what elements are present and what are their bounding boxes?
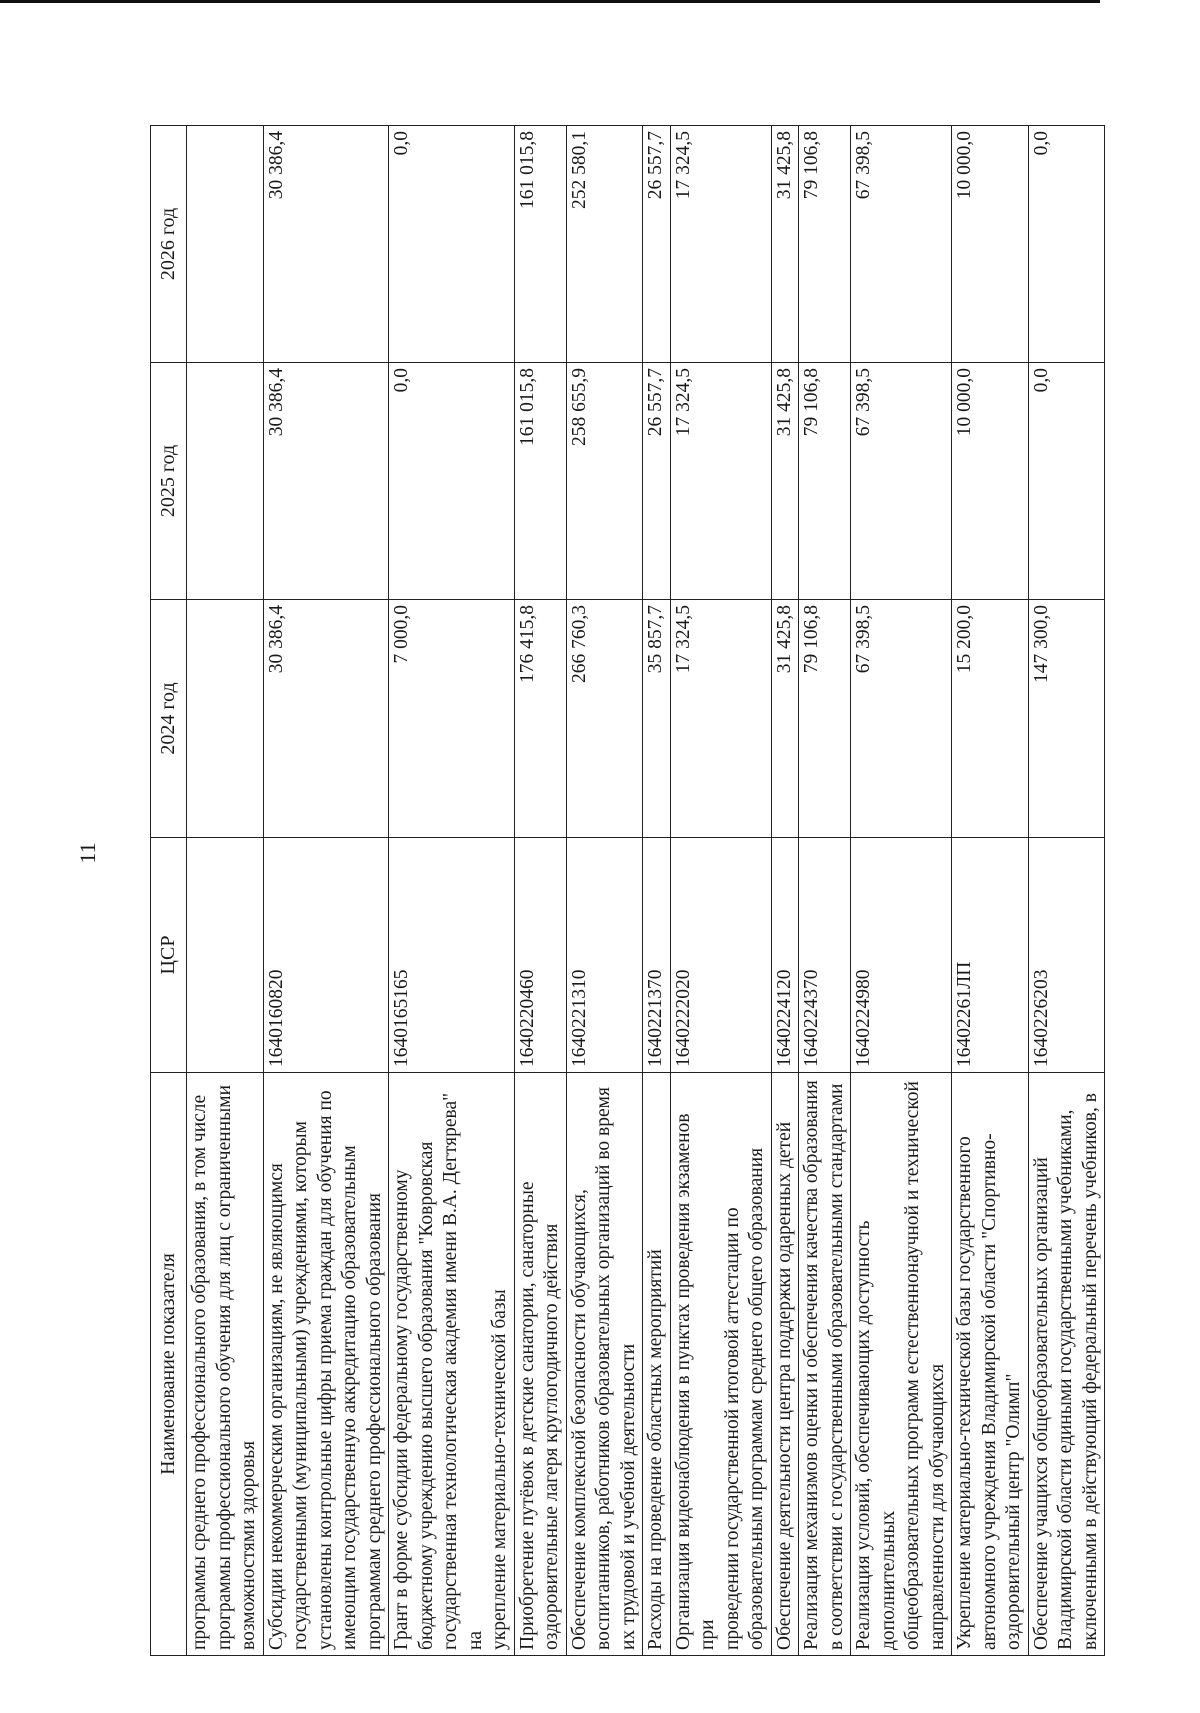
table-row <box>851 126 952 1656</box>
value-2024-cell: 147 300,0 <box>1028 600 1105 838</box>
indicator-name-line: оздоровительные лагеря круглогодичного действия <box>541 1223 562 1650</box>
indicator-name-line: программы профессионального обучения для лиц с ограниченными <box>213 1084 235 1650</box>
value-2025-cell: 67 398,5 <box>851 363 952 600</box>
indicator-name-cell <box>263 1073 389 1656</box>
indicator-name-line: Владимирской области едиными государственными учебниками, <box>1055 1109 1076 1650</box>
csr-code-cell: 1640221370 <box>643 838 671 1073</box>
indicator-name-cell <box>799 1073 851 1656</box>
value-2026-cell: 30 386,4 <box>263 126 389 363</box>
value-2026-cell: 79 106,8 <box>799 126 851 363</box>
value-2026-cell: 252 580,1 <box>566 126 643 363</box>
indicator-name-cell <box>952 1073 1029 1656</box>
value-2026-cell: 31 425,8 <box>771 126 799 363</box>
header-2025: 2025 год <box>151 363 187 600</box>
indicator-name-cell <box>389 1073 515 1656</box>
rotated-table-wrapper <box>150 126 1101 1656</box>
table-row <box>389 126 515 1656</box>
indicator-name-cell <box>1028 1073 1105 1656</box>
csr-code-cell: 1640220460 <box>514 838 566 1073</box>
indicator-name-line: Организация видеонаблюдения в пунктах проведения экзаменов при <box>672 1113 718 1650</box>
budget-table <box>150 125 1105 1656</box>
table-row <box>566 126 643 1656</box>
value-2026-cell: 161 015,8 <box>514 126 566 363</box>
csr-code-cell: 1640160820 <box>263 838 389 1073</box>
table-row <box>263 126 389 1656</box>
indicator-name-line: Реализация условий, обеспечивающих доступность дополнительных <box>853 1220 899 1650</box>
value-2024-cell: 176 415,8 <box>514 600 566 838</box>
value-2025-cell: 161 015,8 <box>514 363 566 600</box>
csr-code-cell: 1640165165 <box>389 838 515 1073</box>
csr-code-cell: 16402261ЛП <box>952 838 1029 1073</box>
csr-code-cell: 1640221310 <box>566 838 643 1073</box>
indicator-name-cell <box>566 1073 643 1656</box>
indicator-name-line: государственная технологическая академия имени В.А. Дегтярева" на <box>440 1092 486 1650</box>
indicator-name-line: включенными в действующий федеральный перечень учебников, в <box>1079 1093 1101 1650</box>
indicator-name-line: программам среднего профессионального образования <box>363 1193 385 1650</box>
table-row <box>643 126 671 1656</box>
value-2025-cell: 0,0 <box>389 363 515 600</box>
value-2025-cell: 31 425,8 <box>771 363 799 600</box>
indicator-name-line: в соответствии с государственными образовательными стандартами <box>825 1083 847 1650</box>
indicator-name-line: автономного учреждения Владимирской области "Спортивно- <box>978 1133 1000 1650</box>
indicator-name-line: их трудовой и учебной деятельности <box>617 1343 639 1650</box>
value-2024-cell: 15 200,0 <box>952 600 1029 838</box>
csr-code-cell: 1640224980 <box>851 838 952 1073</box>
table-row <box>1028 126 1105 1656</box>
value-2026-cell: 67 398,5 <box>851 126 952 363</box>
indicator-name-line: общеобразовательных программ естественнонаучной и технической <box>902 1081 923 1650</box>
indicator-name-line: Обеспечение деятельности центра поддержки одаренных детей <box>773 1121 795 1650</box>
value-2026-cell: 10 000,0 <box>952 126 1029 363</box>
value-2026-cell: 17 324,5 <box>670 126 771 363</box>
indicator-name-line: Обеспечение комплексной безопасности обучающихся, <box>568 1189 590 1650</box>
header-2024: 2024 год <box>151 600 187 838</box>
value-2024-cell: 31 425,8 <box>771 600 799 838</box>
indicator-name-cell <box>771 1073 799 1656</box>
value-2024-cell: 79 106,8 <box>799 600 851 838</box>
indicator-name-line: установлены контрольные цифры приема граждан для обучения по <box>314 1090 336 1650</box>
csr-code-cell <box>187 838 264 1073</box>
csr-code-cell: 1640224120 <box>771 838 799 1073</box>
header-2026: 2026 год <box>151 126 187 363</box>
indicator-name-cell <box>670 1073 771 1656</box>
indicator-name-cell <box>643 1073 671 1656</box>
value-2026-cell: 0,0 <box>389 126 515 363</box>
indicator-name-line: оздоровительный центр "Олимп" <box>1003 1373 1024 1650</box>
indicator-name-line: Расходы на проведение областных мероприятий <box>645 1249 666 1650</box>
indicator-name-cell <box>851 1073 952 1656</box>
indicator-name-line: имеющим государственную аккредитацию образовательным <box>339 1145 360 1650</box>
indicator-name-line: Укрепление материально-технической базы государственного <box>954 1136 975 1650</box>
value-2025-cell: 26 557,7 <box>643 363 671 600</box>
value-2024-cell: 7 000,0 <box>389 600 515 838</box>
indicator-name-line: воспитанников, работников образовательных организаций во время <box>593 1087 614 1650</box>
indicator-name-cell <box>514 1073 566 1656</box>
value-2025-cell: 0,0 <box>1028 363 1105 600</box>
value-2026-cell: 0,0 <box>1028 126 1105 363</box>
indicator-name-line: Субсидии некоммерческим организациям, не являющимся <box>265 1163 287 1650</box>
table-header-row <box>151 126 187 1656</box>
value-2025-cell <box>187 363 264 600</box>
indicator-name-line: укрепление материально-технической базы <box>489 1289 510 1650</box>
indicator-name-line: государственными (муниципальными) учреждениями, которым <box>290 1121 311 1650</box>
indicator-name-line: Обеспечение учащихся общеобразовательных организаций <box>1030 1157 1052 1650</box>
value-2026-cell <box>187 126 264 363</box>
value-2024-cell: 35 857,7 <box>643 600 671 838</box>
header-name: Наименование показателя <box>151 1073 187 1656</box>
value-2024-cell: 266 760,3 <box>566 600 643 838</box>
value-2024-cell <box>187 600 264 838</box>
value-2024-cell: 30 386,4 <box>263 600 389 838</box>
top-rule <box>0 0 1100 3</box>
indicator-name-line: проведении государственной итоговой аттестации по <box>721 1207 743 1650</box>
csr-code-cell: 1640226203 <box>1028 838 1105 1073</box>
value-2024-cell: 67 398,5 <box>851 600 952 838</box>
page-number: 11 <box>75 842 100 864</box>
value-2025-cell: 10 000,0 <box>952 363 1029 600</box>
table-row <box>952 126 1029 1656</box>
indicator-name-cell <box>187 1073 264 1656</box>
indicator-name-line: Приобретение путёвок в детские санатории, санаторные <box>516 1181 538 1650</box>
table-row <box>514 126 566 1656</box>
indicator-name-line: программы среднего профессионального образования, в том числе <box>189 1094 210 1650</box>
table-row <box>187 126 264 1656</box>
indicator-name-line: Реализация механизмов оценки и обеспечения качества образования <box>801 1080 822 1650</box>
header-code: ЦСР <box>151 838 187 1073</box>
indicator-name-line: Грант в форме субсидии федеральному государственному <box>391 1169 412 1650</box>
indicator-name-line: возможностями здоровья <box>238 1440 259 1650</box>
table-row <box>799 126 851 1656</box>
table-row <box>771 126 799 1656</box>
value-2026-cell: 26 557,7 <box>643 126 671 363</box>
value-2025-cell: 17 324,5 <box>670 363 771 600</box>
csr-code-cell: 1640222020 <box>670 838 771 1073</box>
table-body <box>187 126 1105 1656</box>
csr-code-cell: 1640224370 <box>799 838 851 1073</box>
indicator-name-line: образовательным программам среднего общего образования <box>746 1147 767 1650</box>
indicator-name-line: направленности для обучающихся <box>926 1363 948 1650</box>
table-row <box>670 126 771 1656</box>
value-2025-cell: 258 655,9 <box>566 363 643 600</box>
indicator-name-line: бюджетному учреждению высшего образования "Ковровская <box>415 1141 437 1650</box>
value-2024-cell: 17 324,5 <box>670 600 771 838</box>
value-2025-cell: 79 106,8 <box>799 363 851 600</box>
value-2025-cell: 30 386,4 <box>263 363 389 600</box>
